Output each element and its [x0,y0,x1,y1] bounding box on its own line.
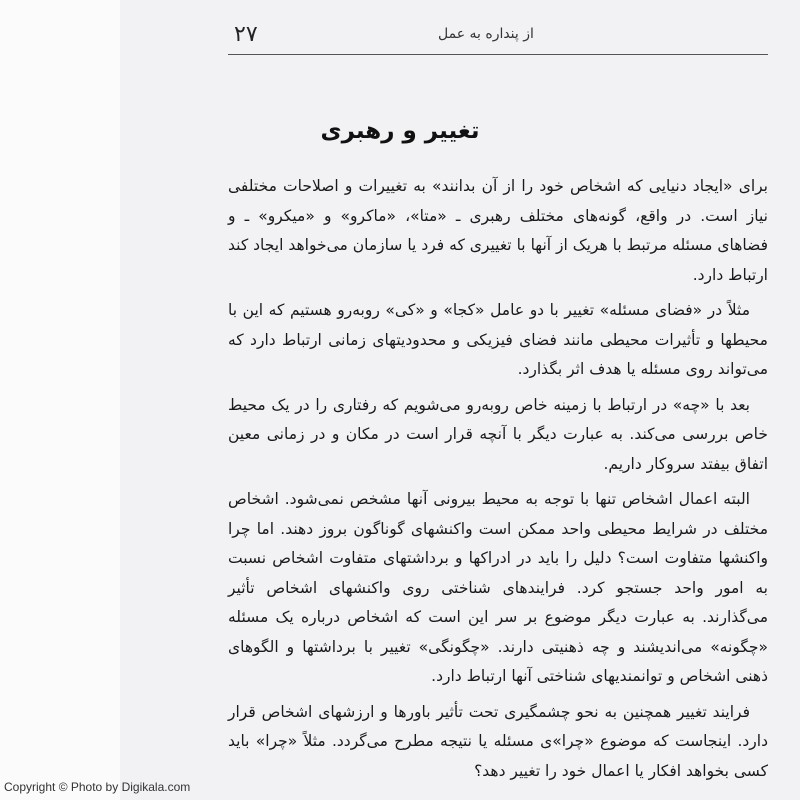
chapter-title: تغییر و رهبری [320,118,480,144]
paragraph: فرایند تغییر همچنین به نحو چشمگیری تحت تأثیر باورها و ارزشهای اشخاص قرار دارد. اینجاست که موضوع «چرا»ی مسئله یا نتیجه مطرح می‌گردد. مثلاً «چرا» باید کسی بخواهد افکار یا اعمال خود را تغییر دهد؟ [228,702,768,780]
paragraph: برای «ایجاد دنیایی که اشخاص خود را از آن بدانند» به تغییرات و اصلاحات مختلفی نیاز است. در واقع، گونه‌های مختلف رهبری ـ «متا»، «ماکرو» و «میکرو» ـ و فضاهای مسئله مرتبط با هریک از آنها با تغییری که فرد یا سازمان می‌خواهد ایجاد کند ارتباط دارد. [228,177,768,284]
page-number: ۲۷ [234,22,258,47]
paragraph: بعد با «چه» در ارتباط با زمینه خاص روبه‌رو می‌شویم که رفتاری را در یک محیط خاص بررسی می‌کند. به عبارت دیگر با آنچه قرار است در مکان و در زمانی معین اتفاق بیفتد سروکار داریم. [228,395,768,473]
paragraph: مثلاً در «فضای مسئله» تغییر با دو عامل «کجا» و «کی» روبه‌رو هستیم که این با محیطها و تأثیرات محیطی مانند فضای فیزیکی و محدودیتهای زمانی ارتباط دارد که می‌تواند روی مسئله یا هدف اثر بگذارد. [228,301,768,378]
page-body [228,172,768,792]
page-header [228,18,768,55]
paragraph: البته اعمال اشخاص تنها با توجه به محیط بیرونی آنها مشخص نمی‌شود. اشخاص مختلف در شرایط محیطی واحد ممکن است واکنشهای گوناگون بروز دهند. اما چرا واکنشها متفاوت است؟ دلیل را باید در ادراکها و برداشتهای متفاوت اشخاص نسبت به امور واحد جستجو کرد. فرایندهای شناختی روی واکنشهای اشخاص تأثیر می‌گذارند. به عبارت دیگر موضوع بر سر این است که اشخاص درباره یک مسئله «چگونه» می‌اندیشند و چه ذهنیتی دارند. «چگونگی» تغییر با برداشتها و الگوهای ذهنی اشخاص و توانمندیهای شناختی آنها ارتباط دارد. [228,490,768,685]
running-title: از پنداره به عمل [438,26,534,42]
copyright-notice: Copyright © Photo by Digikala.com [4,780,191,794]
